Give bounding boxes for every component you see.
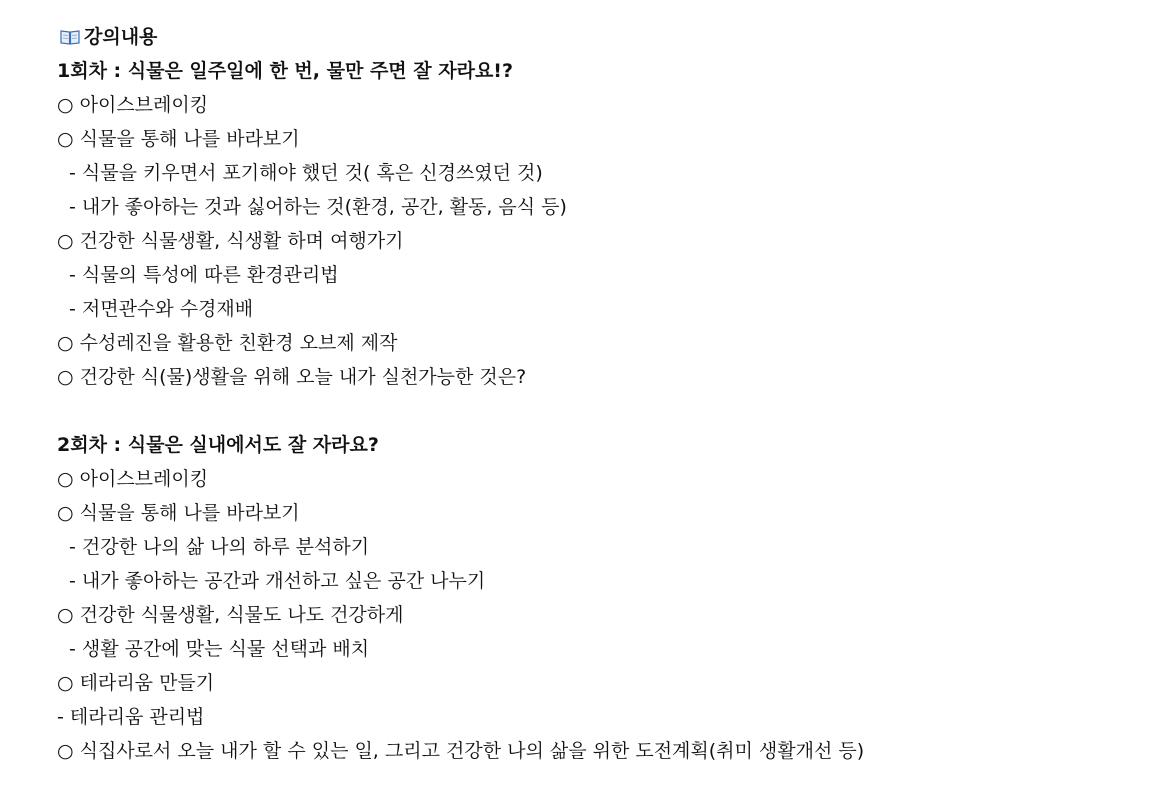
section-title-row <box>57 20 1147 54</box>
session-1-heading: 1회차 : 식물은 일주일에 한 번, 물만 주면 잘 자라요!? <box>57 60 513 82</box>
section-spacer <box>57 394 1147 428</box>
session-2-item: ○ 식물을 통해 나를 바라보기 <box>57 502 300 524</box>
session-2-item: ○ 식집사로서 오늘 내가 할 수 있는 일, 그리고 건강한 나의 삶을 위한 도전계획(취미 생활개선 등) <box>57 740 865 762</box>
session-1-subitem: - 식물의 특성에 따른 환경관리법 <box>69 264 339 286</box>
session-2-subitem: - 내가 좋아하는 공간과 개선하고 싶은 공간 나누기 <box>69 570 486 592</box>
session-1-item: ○ 건강한 식(물)생활을 위해 오늘 내가 실천가능한 것은? <box>57 366 527 388</box>
open-book-icon <box>60 29 80 45</box>
session-2-item: ○ 테라리움 만들기 <box>57 672 215 694</box>
session-1-item: ○ 아이스브레이킹 <box>57 94 209 116</box>
session-2-heading: 2회차 : 식물은 실내에서도 잘 자라요? <box>57 434 379 456</box>
session-2-item: ○ 건강한 식물생활, 식물도 나도 건강하게 <box>57 604 404 626</box>
session-2-subitem: - 생활 공간에 맞는 식물 선택과 배치 <box>69 638 370 660</box>
session-2-item: ○ 아이스브레이킹 <box>57 468 209 490</box>
session-1-subitem: - 저면관수와 수경재배 <box>69 298 254 320</box>
lecture-content <box>57 20 1147 768</box>
section-title: 강의내용 <box>84 26 158 48</box>
session-1-subitem: - 내가 좋아하는 것과 싫어하는 것(환경, 공간, 활동, 음식 등) <box>69 196 567 218</box>
session-1-item: ○ 건강한 식물생활, 식생활 하며 여행가기 <box>57 230 404 252</box>
session-2-subitem: - 건강한 나의 삶 나의 하루 분석하기 <box>69 536 370 558</box>
session-1-item: ○ 식물을 통해 나를 바라보기 <box>57 128 300 150</box>
session-1-subitem: - 식물을 키우면서 포기해야 했던 것( 혹은 신경쓰였던 것) <box>69 162 543 184</box>
session-1-item: ○ 수성레진을 활용한 친환경 오브제 제작 <box>57 332 398 354</box>
session-2-subitem: - 테라리움 관리법 <box>57 706 205 728</box>
